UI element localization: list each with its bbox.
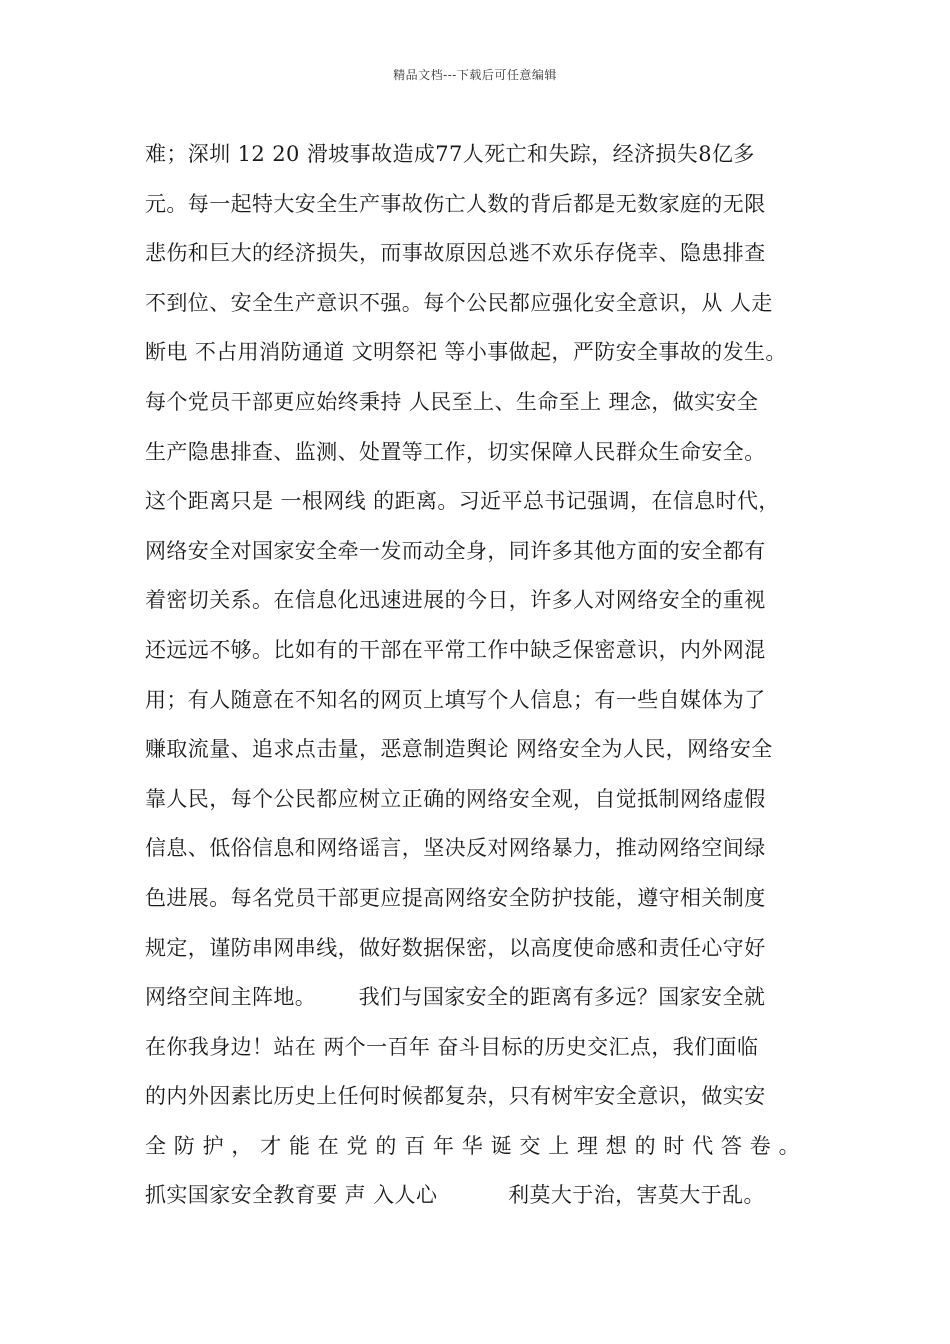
text-line: 生产隐患排查、监测、处置等工作，切实保障人民群众生命安全。 xyxy=(145,439,766,464)
text-line: 信息、低俗信息和网络谣言，坚决反对网络暴力，推动网络空间绿 xyxy=(145,836,766,861)
text-line: 靠人民，每个公民都应树立正确的网络安全观，自觉抵制网络虚假 xyxy=(145,786,766,811)
text-line: 规定，谨防串网串线，做好数据保密，以高度使命感和责任心守好 xyxy=(145,935,766,960)
text-line: 难；深圳 12 20 滑坡事故造成77人死亡和失踪，经济损失8亿多 xyxy=(145,142,755,166)
text-line: 全防护，才能在党的百年华诞交上理想的时代答卷。 xyxy=(145,1133,808,1158)
text-line: 这个距离只是 一根网线 的距离。习近平总书记强调，在信息时代， xyxy=(145,489,780,514)
text-line: 每个党员干部更应始终秉持 人民至上、生命至上 理念，做实安全 xyxy=(145,389,759,414)
text-line: 元。每一起特大安全生产事故伤亡人数的背后都是无数家庭的无限 xyxy=(145,191,766,216)
text-line: 断电 不占用消防通道 文明祭祀 等小事做起，严防安全事故的发生。 xyxy=(145,340,787,365)
text-line: 用；有人随意在不知名的网页上填写个人信息；有一些自媒体为了 xyxy=(145,687,766,712)
text-line: 网络安全对国家安全牵一发而动全身，同许多其他方面的安全都有 xyxy=(145,538,766,563)
text-line: 着密切关系。在信息化迅速进展的今日，许多人对网络安全的重视 xyxy=(145,588,766,613)
document-body xyxy=(145,130,835,1221)
text-line: 赚取流量、追求点击量，恶意制造舆论 网络安全为人民，网络安全 xyxy=(145,737,773,762)
text-line: 网络空间主阵地。 我们与国家安全的距离有多远？国家安全就 xyxy=(145,985,766,1010)
text-line: 不到位、安全生产意识不强。每个公民都应强化安全意识，从 人走 xyxy=(145,290,773,315)
text-line: 悲伤和巨大的经济损失，而事故原因总逃不欢乐存侥幸、隐患排查 xyxy=(145,241,766,266)
page-header: 精品文档---下载后可任意编辑 xyxy=(393,68,557,82)
text-line: 抓实国家安全教育要 声 入人心 利莫大于治，害莫大于乱。 xyxy=(145,1183,765,1208)
text-line: 还远远不够。比如有的干部在平常工作中缺乏保密意识，内外网混 xyxy=(145,637,766,662)
text-line: 在你我身边！站在 两个一百年 奋斗目标的历史交汇点，我们面临 xyxy=(145,1034,759,1059)
text-line: 的内外因素比历史上任何时候都复杂，只有树牢安全意识，做实安 xyxy=(145,1084,766,1109)
text-line: 色进展。每名党员干部更应提高网络安全防护技能，遵守相关制度 xyxy=(145,885,766,910)
